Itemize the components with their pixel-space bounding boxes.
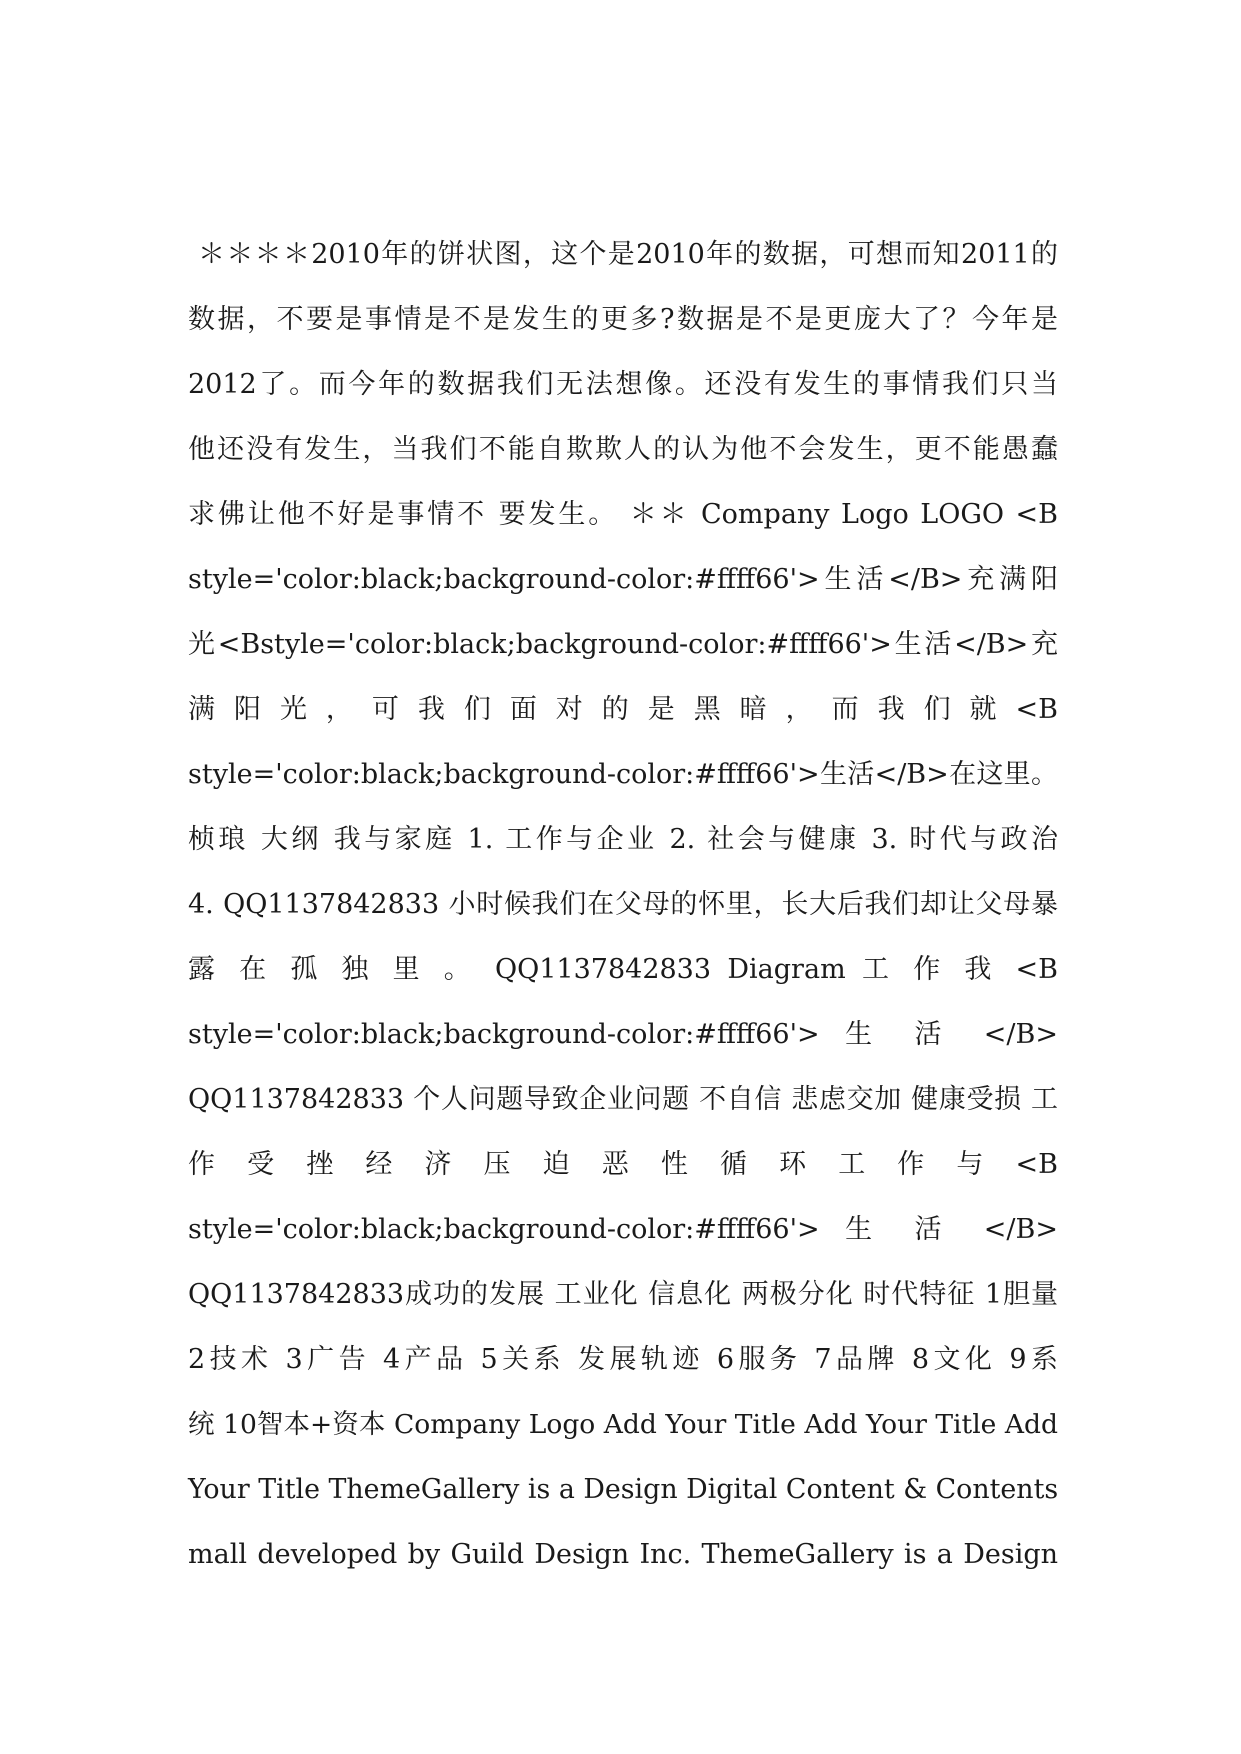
text-line: 光<Bstyle='color:black;background-color:#ffff66'>生活</B>充 bbox=[188, 629, 1058, 660]
text-line: 露 在 孤 独 里 。 QQ1137842833 Diagram 工 作 我 <B bbox=[188, 954, 1058, 985]
text-line: 满 阳 光 ， 可 我 们 面 对 的 是 黑 暗 ， 而 我 们 就 <B bbox=[188, 694, 1058, 725]
text-line: 桢琅 大纲 我与家庭 1. 工作与企业 2. 社会与健康 3. 时代与政治 bbox=[188, 824, 1058, 855]
text-line: QQ1137842833成功的发展 工业化 信息化 两极分化 时代特征 1胆量 bbox=[188, 1279, 1058, 1310]
text-line: 统 10智本+资本 Company Logo Add Your Title Add Your Title Add bbox=[188, 1409, 1058, 1440]
text-line: Your Title ThemeGallery is a Design Digital Content & Contents bbox=[188, 1474, 1059, 1505]
text-line: 数据，不要是事情是不是发生的更多?数据是不是更庞大了？今年是 bbox=[188, 304, 1058, 335]
document-body-text bbox=[188, 222, 1058, 1587]
text-line: 作 受 挫 经 济 压 迫 恶 性 循 环 工 作 与 <B bbox=[188, 1149, 1058, 1180]
text-line: style='color:black;background-color:#ffff66'>生活</B>充满阳 bbox=[188, 564, 1058, 595]
text-line: 4. QQ1137842833 小时候我们在父母的怀里，长大后我们却让父母暴 bbox=[188, 889, 1058, 920]
text-line: 他还没有发生，当我们不能自欺欺人的认为他不会发生，更不能愚蠢 bbox=[188, 434, 1058, 465]
text-line: QQ1137842833 个人问题导致企业问题 不自信 悲虑交加 健康受损 工 bbox=[188, 1084, 1058, 1115]
text-line: mall developed by Guild Design Inc. ThemeGallery is a Design bbox=[188, 1539, 1058, 1570]
text-line: style='color:black;background-color:#ffff66'> 生 活 </B> bbox=[188, 1019, 1058, 1050]
text-line: style='color:black;background-color:#ffff66'>生活</B>在这里。 bbox=[188, 759, 1058, 790]
text-line: 2012了。而今年的数据我们无法想像。还没有发生的事情我们只当 bbox=[188, 369, 1058, 400]
text-line: 求佛让他不好是事情不 要发生。 ＊＊ Company Logo LOGO <B bbox=[188, 499, 1058, 530]
text-line: ＊＊＊＊2010年的饼状图，这个是2010年的数据，可想而知2011的 bbox=[198, 239, 1058, 270]
text-line: 2技术 3广告 4产品 5关系 发展轨迹 6服务 7品牌 8文化 9系 bbox=[188, 1344, 1058, 1375]
text-line: style='color:black;background-color:#ffff66'> 生 活 </B> bbox=[188, 1214, 1058, 1245]
